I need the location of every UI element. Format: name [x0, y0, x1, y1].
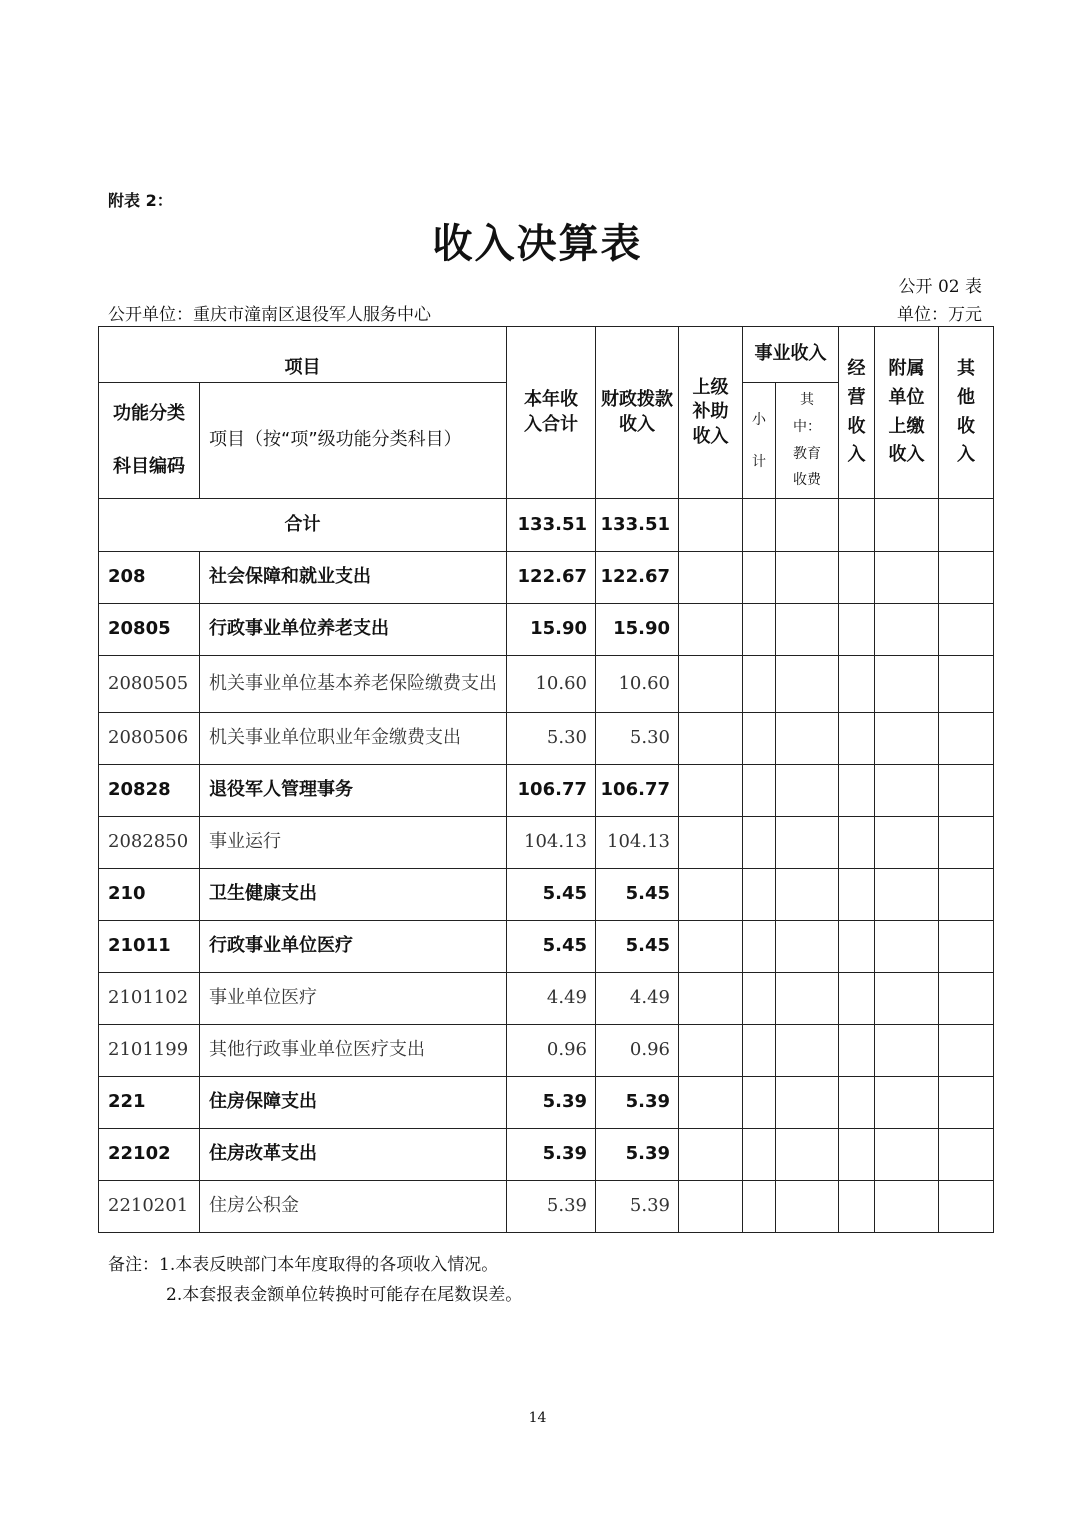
table-row: [99, 921, 994, 973]
empty-cell: [939, 1181, 994, 1233]
empty-cell: [875, 1129, 939, 1181]
empty-cell: [875, 817, 939, 869]
fiscal-cell: 4.49: [596, 973, 679, 1025]
empty-cell: [839, 499, 875, 552]
empty-cell: [679, 1129, 743, 1181]
empty-cell: [839, 869, 875, 921]
empty-cell: [743, 1129, 776, 1181]
page-title: 收入决算表: [432, 221, 643, 267]
fiscal-cell: 0.96: [596, 1025, 679, 1077]
empty-cell: [679, 765, 743, 817]
empty-cell: [875, 713, 939, 765]
empty-cell: [839, 921, 875, 973]
table-row: [99, 713, 994, 765]
empty-cell: [839, 1025, 875, 1077]
total-cell: 5.30: [507, 713, 596, 765]
code-cell: 2080505: [99, 656, 200, 713]
total-cell: 104.13: [507, 817, 596, 869]
code-cell: 2082850: [99, 817, 200, 869]
table-row: [99, 656, 994, 713]
code-cell: 21011: [99, 921, 200, 973]
fiscal-cell: 15.90: [596, 604, 679, 656]
empty-cell: [839, 973, 875, 1025]
header-business: 事业收入: [743, 327, 839, 383]
fiscal-cell: 106.77: [596, 765, 679, 817]
name-cell: 住房公积金: [200, 1181, 507, 1233]
reporting-unit: 公开单位：重庆市潼南区退役军人服务中心: [108, 305, 431, 325]
currency-unit: 单位：万元: [897, 305, 982, 325]
empty-cell: [679, 973, 743, 1025]
empty-cell: [743, 765, 776, 817]
code-cell: 22102: [99, 1129, 200, 1181]
header-subtotal: 小计: [743, 383, 776, 499]
empty-cell: [875, 765, 939, 817]
empty-cell: [875, 1025, 939, 1077]
code-cell: 208: [99, 552, 200, 604]
header-row-1: [99, 327, 994, 383]
empty-cell: [679, 1181, 743, 1233]
table-row: [99, 973, 994, 1025]
note-line-1: 备注：1.本表反映部门本年度取得的各项收入情况。: [108, 1255, 499, 1275]
empty-cell: [679, 713, 743, 765]
header-affiliated: 附属单位上缴收入: [875, 327, 939, 499]
total-row: [99, 499, 994, 552]
fiscal-cell: 5.39: [596, 1077, 679, 1129]
empty-cell: [743, 552, 776, 604]
fiscal-cell: 10.60: [596, 656, 679, 713]
note-line-2: 2.本套报表金额单位转换时可能存在尾数误差。: [166, 1285, 523, 1305]
table-row: [99, 1181, 994, 1233]
code-cell: 2101102: [99, 973, 200, 1025]
empty-cell: [839, 765, 875, 817]
empty-cell: [743, 1181, 776, 1233]
fiscal-cell: 5.45: [596, 869, 679, 921]
empty-cell: [875, 1181, 939, 1233]
empty-cell: [875, 973, 939, 1025]
table-row: [99, 869, 994, 921]
fiscal-cell: 5.39: [596, 1181, 679, 1233]
code-cell: 2080506: [99, 713, 200, 765]
empty-cell: [679, 604, 743, 656]
total-cell: 15.90: [507, 604, 596, 656]
empty-cell: [875, 656, 939, 713]
notes: [108, 1250, 522, 1310]
table-row: [99, 1025, 994, 1077]
empty-cell: [679, 656, 743, 713]
total-total: 133.51: [507, 499, 596, 552]
empty-cell: [776, 1129, 839, 1181]
name-cell: 机关事业单位职业年金缴费支出: [200, 713, 507, 765]
empty-cell: [839, 1181, 875, 1233]
empty-cell: [939, 765, 994, 817]
table-row: [99, 765, 994, 817]
name-cell: 住房保障支出: [200, 1077, 507, 1129]
total-cell: 0.96: [507, 1025, 596, 1077]
fiscal-cell: 5.30: [596, 713, 679, 765]
empty-cell: [939, 921, 994, 973]
table-row: [99, 1077, 994, 1129]
empty-cell: [939, 656, 994, 713]
header-operating: 经营收入: [839, 327, 875, 499]
header-fiscal: 财政拨款收入: [596, 327, 679, 499]
empty-cell: [776, 604, 839, 656]
code-cell: 210: [99, 869, 200, 921]
empty-cell: [875, 604, 939, 656]
empty-cell: [839, 1129, 875, 1181]
empty-cell: [776, 765, 839, 817]
name-cell: 事业单位医疗: [200, 973, 507, 1025]
empty-cell: [776, 817, 839, 869]
empty-cell: [776, 973, 839, 1025]
name-cell: 住房改革支出: [200, 1129, 507, 1181]
total-label: 合计: [99, 499, 507, 552]
table-row: [99, 552, 994, 604]
empty-cell: [743, 1025, 776, 1077]
empty-cell: [776, 921, 839, 973]
total-cell: 5.45: [507, 921, 596, 973]
table-row: [99, 817, 994, 869]
code-cell: 2101199: [99, 1025, 200, 1077]
total-fiscal: 133.51: [596, 499, 679, 552]
empty-cell: [939, 817, 994, 869]
code-cell: 20805: [99, 604, 200, 656]
header-name: 项目（按“项”级功能分类科目）: [200, 383, 507, 499]
empty-cell: [743, 713, 776, 765]
name-cell: 事业运行: [200, 817, 507, 869]
empty-cell: [743, 817, 776, 869]
empty-cell: [776, 1077, 839, 1129]
empty-cell: [679, 869, 743, 921]
header-edu: 其中：教育收费: [776, 383, 839, 499]
empty-cell: [776, 1025, 839, 1077]
total-cell: 4.49: [507, 973, 596, 1025]
empty-cell: [939, 713, 994, 765]
fiscal-cell: 122.67: [596, 552, 679, 604]
empty-cell: [939, 869, 994, 921]
empty-cell: [743, 973, 776, 1025]
fiscal-cell: 5.39: [596, 1129, 679, 1181]
total-cell: 122.67: [507, 552, 596, 604]
total-cell: 10.60: [507, 656, 596, 713]
empty-cell: [743, 499, 776, 552]
name-cell: 退役军人管理事务: [200, 765, 507, 817]
empty-cell: [875, 499, 939, 552]
empty-cell: [776, 869, 839, 921]
empty-cell: [743, 869, 776, 921]
code-cell: 221: [99, 1077, 200, 1129]
name-cell: 其他行政事业单位医疗支出: [200, 1025, 507, 1077]
empty-cell: [776, 1181, 839, 1233]
fiscal-cell: 104.13: [596, 817, 679, 869]
form-number: 公开 02 表: [898, 277, 982, 297]
unit-line: [108, 300, 982, 325]
empty-cell: [743, 656, 776, 713]
empty-cell: [839, 552, 875, 604]
table-row: [99, 1129, 994, 1181]
total-cell: 5.39: [507, 1129, 596, 1181]
empty-cell: [743, 921, 776, 973]
name-cell: 行政事业单位医疗: [200, 921, 507, 973]
table-row: [99, 604, 994, 656]
empty-cell: [839, 713, 875, 765]
header-code: 功能分类科目编码: [99, 383, 200, 499]
empty-cell: [839, 817, 875, 869]
empty-cell: [939, 604, 994, 656]
empty-cell: [839, 1077, 875, 1129]
header-item: 项目: [99, 327, 507, 383]
empty-cell: [776, 656, 839, 713]
income-table: [98, 326, 994, 1233]
empty-cell: [743, 1077, 776, 1129]
code-cell: 2210201: [99, 1181, 200, 1233]
empty-cell: [939, 1025, 994, 1077]
empty-cell: [839, 604, 875, 656]
empty-cell: [939, 1077, 994, 1129]
name-cell: 卫生健康支出: [200, 869, 507, 921]
header-superior: 上级补助收入: [679, 327, 743, 499]
total-cell: 106.77: [507, 765, 596, 817]
name-cell: 机关事业单位基本养老保险缴费支出: [200, 656, 507, 713]
empty-cell: [679, 552, 743, 604]
empty-cell: [875, 869, 939, 921]
empty-cell: [679, 817, 743, 869]
empty-cell: [939, 973, 994, 1025]
empty-cell: [679, 921, 743, 973]
code-cell: 20828: [99, 765, 200, 817]
name-cell: 行政事业单位养老支出: [200, 604, 507, 656]
empty-cell: [875, 552, 939, 604]
attachment-label: 附表 2：: [108, 191, 173, 210]
header-other: 其他收入: [939, 327, 994, 499]
empty-cell: [743, 604, 776, 656]
name-cell: 社会保障和就业支出: [200, 552, 507, 604]
empty-cell: [679, 499, 743, 552]
empty-cell: [839, 656, 875, 713]
header-total: 本年收入合计: [507, 327, 596, 499]
empty-cell: [875, 921, 939, 973]
page-number: 14: [528, 1410, 547, 1426]
empty-cell: [939, 552, 994, 604]
empty-cell: [776, 713, 839, 765]
empty-cell: [875, 1077, 939, 1129]
empty-cell: [776, 499, 839, 552]
fiscal-cell: 5.45: [596, 921, 679, 973]
total-cell: 5.45: [507, 869, 596, 921]
empty-cell: [939, 499, 994, 552]
empty-cell: [679, 1025, 743, 1077]
total-cell: 5.39: [507, 1077, 596, 1129]
empty-cell: [939, 1129, 994, 1181]
empty-cell: [776, 552, 839, 604]
empty-cell: [679, 1077, 743, 1129]
total-cell: 5.39: [507, 1181, 596, 1233]
